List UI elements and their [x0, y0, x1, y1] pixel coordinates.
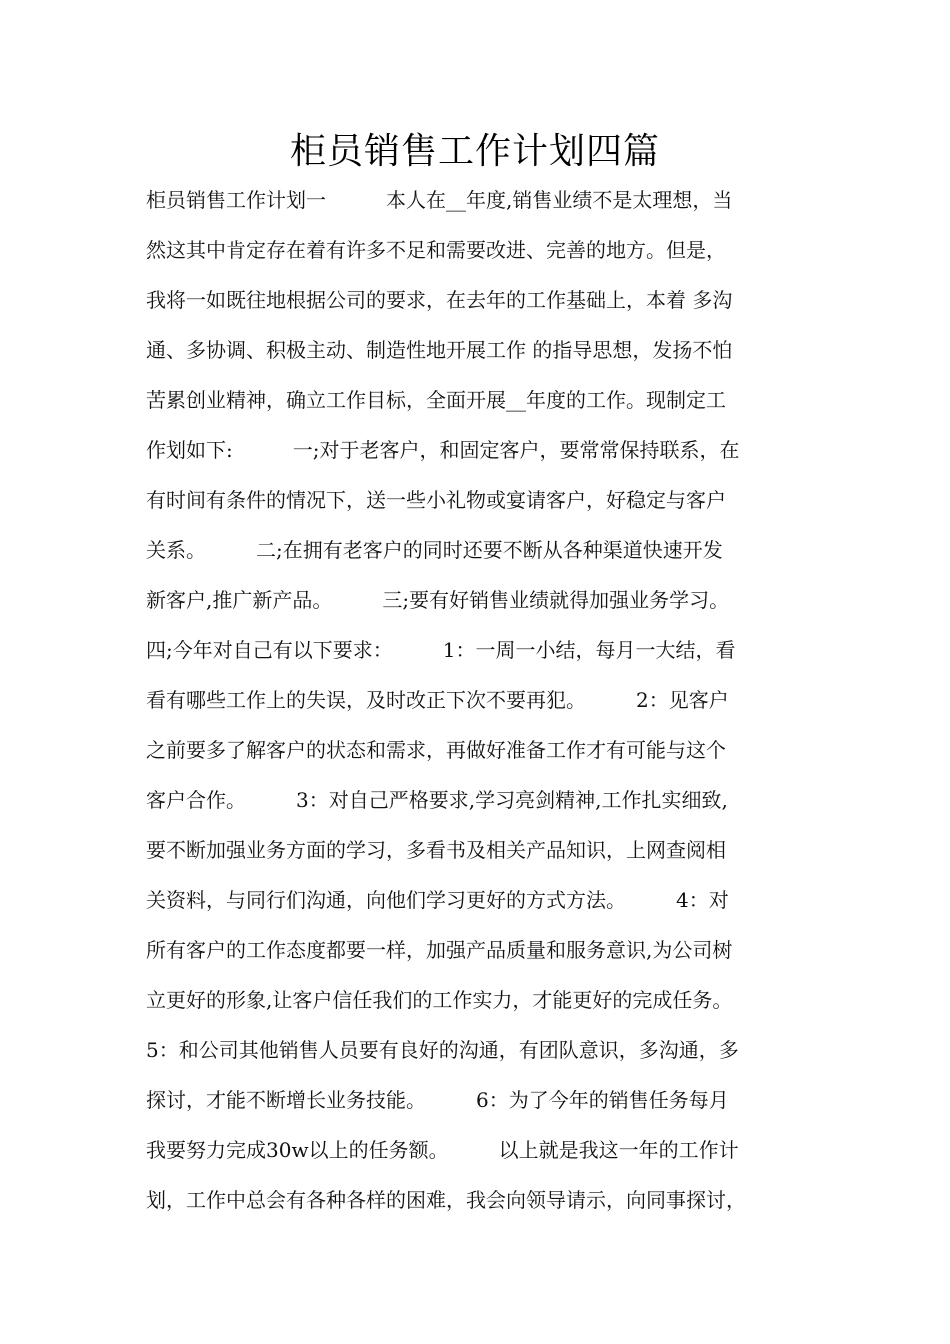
body-line: 通、多协调、积极主动、制造性地开展工作 的指导思想，发扬不怕 [146, 338, 733, 362]
body-line: 关资料，与同行们沟通，向他们学习更好的方式方法。 4：对 [146, 888, 729, 912]
body-line: 立更好的形象,让客户信任我们的工作实力，才能更好的完成任务。 [146, 988, 733, 1012]
body-line: 苦累创业精神，确立工作目标，全面开展__年度的工作。现制定工 [146, 388, 726, 412]
document-title: 柜员销售工作计划四篇 [289, 131, 660, 172]
body-line: 新客户,推广新产品。 三;要有好销售业绩就得加强业务学习。 [146, 588, 730, 612]
document-body [146, 180, 816, 1230]
body-line: 5：和公司其他销售人员要有良好的沟通，有团队意识，多沟通，多 [146, 1038, 739, 1062]
body-line: 作划如下: 一;对于老客户，和固定客户，要常常保持联系，在 [146, 438, 740, 462]
body-line: 我将一如既往地根据公司的要求，在去年的工作基础上，本着 多沟 [146, 288, 733, 312]
body-line: 然这其中肯定存在着有许多不足和需要改进、完善的地方。但是， [146, 238, 726, 262]
body-line: 之前要多了解客户的状态和需求，再做好准备工作才有可能与这个 [146, 738, 726, 762]
body-line: 我要努力完成30w以上的任务额。 以上就是我这一年的工作计 [146, 1138, 739, 1162]
body-line: 看有哪些工作上的失误，及时改正下次不要再犯。 2：见客户 [146, 688, 729, 712]
body-line: 关系。 二;在拥有老客户的同时还要不断从各种渠道快速开发 [146, 538, 723, 562]
body-line: 要不断加强业务方面的学习，多看书及相关产品知识，上网查阅相 [146, 838, 726, 862]
body-line: 探讨，才能不断增长业务技能。 6：为了今年的销售任务每月 [146, 1088, 729, 1112]
body-line: 客户合作。 3：对自己严格要求,学习亮剑精神,工作扎实细致, [146, 788, 728, 812]
body-line: 所有客户的工作态度都要一样，加强产品质量和服务意识,为公司树 [146, 938, 733, 962]
body-line: 四;今年对自己有以下要求： 1：一周一小结，每月一大结，看 [146, 638, 736, 662]
body-line: 有时间有条件的情况下，送一些小礼物或宴请客户，好稳定与客户 [146, 488, 726, 512]
body-line: 划，工作中总会有各种各样的困难，我会向领导请示，向同事探讨， [146, 1188, 746, 1212]
body-line: 柜员销售工作计划一 本人在__年度,销售业绩不是太理想，当 [146, 188, 733, 212]
